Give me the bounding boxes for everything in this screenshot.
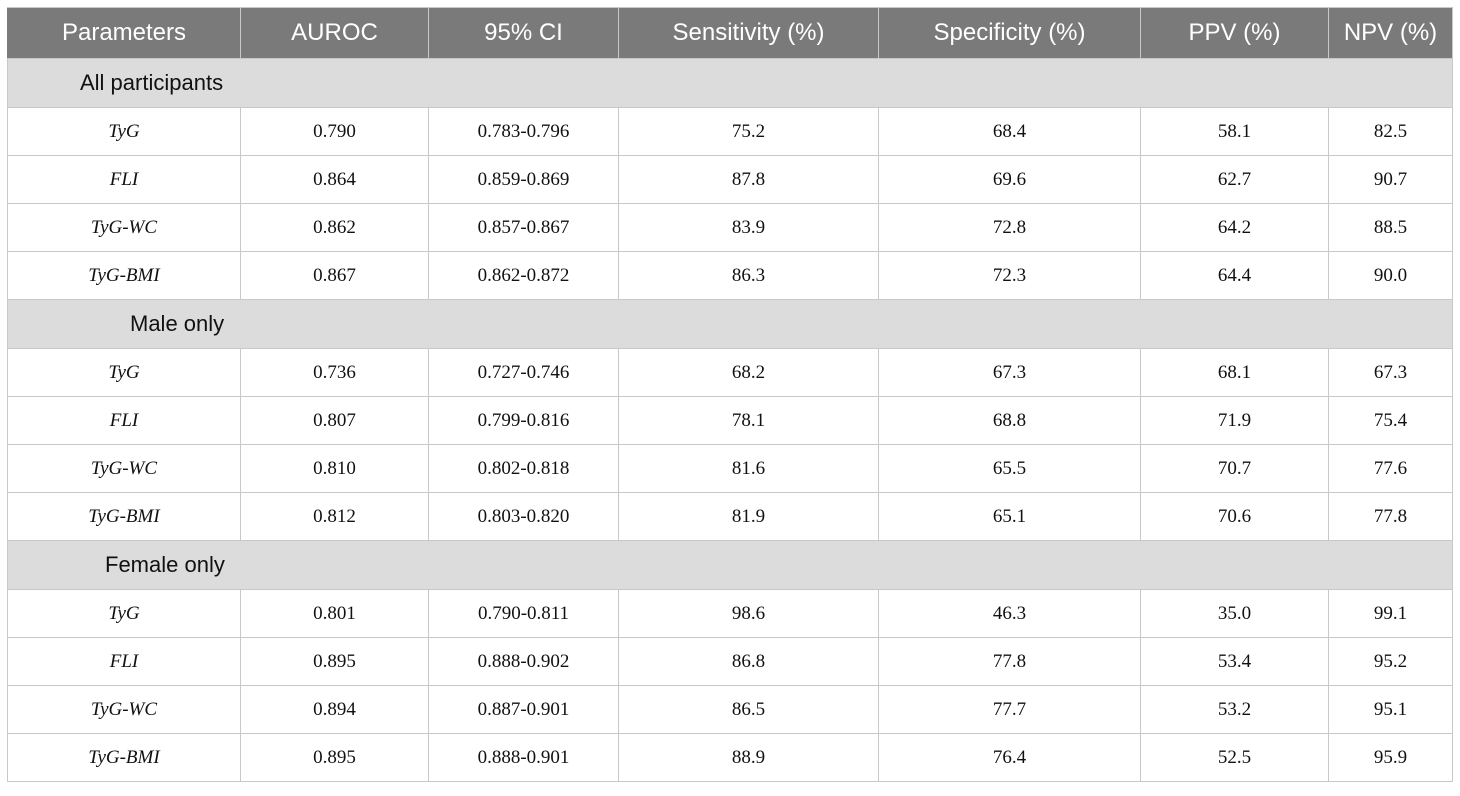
cell-specificity: 46.3 (879, 590, 1141, 638)
cell-parameter: TyG (8, 590, 241, 638)
cell-sensitivity: 86.3 (619, 252, 879, 300)
cell-ppv: 53.2 (1141, 686, 1329, 734)
cell-specificity: 77.7 (879, 686, 1141, 734)
cell-ppv: 71.9 (1141, 397, 1329, 445)
cell-ppv: 62.7 (1141, 156, 1329, 204)
cell-ci: 0.857-0.867 (429, 204, 619, 252)
cell-ppv: 68.1 (1141, 349, 1329, 397)
cell-parameter: TyG-BMI (8, 493, 241, 541)
cell-ppv: 70.7 (1141, 445, 1329, 493)
cell-sensitivity: 88.9 (619, 734, 879, 782)
cell-specificity: 77.8 (879, 638, 1141, 686)
table-row (8, 734, 1453, 782)
cell-npv: 90.0 (1329, 252, 1453, 300)
table-row (8, 445, 1453, 493)
cell-ppv: 52.5 (1141, 734, 1329, 782)
header-auroc: AUROC (241, 8, 429, 59)
header-ci: 95% CI (429, 8, 619, 59)
cell-sensitivity: 86.5 (619, 686, 879, 734)
cell-ci: 0.888-0.901 (429, 734, 619, 782)
cell-ppv: 70.6 (1141, 493, 1329, 541)
table-row (8, 590, 1453, 638)
cell-auroc: 0.812 (241, 493, 429, 541)
cell-npv: 95.2 (1329, 638, 1453, 686)
cell-ci: 0.887-0.901 (429, 686, 619, 734)
cell-sensitivity: 75.2 (619, 108, 879, 156)
header-npv: NPV (%) (1329, 8, 1453, 59)
cell-sensitivity: 81.6 (619, 445, 879, 493)
cell-ci: 0.888-0.902 (429, 638, 619, 686)
cell-parameter: TyG-WC (8, 204, 241, 252)
cell-parameter: TyG (8, 108, 241, 156)
cell-npv: 90.7 (1329, 156, 1453, 204)
table-row (8, 349, 1453, 397)
cell-parameter: FLI (8, 397, 241, 445)
cell-sensitivity: 98.6 (619, 590, 879, 638)
table-row (8, 686, 1453, 734)
cell-ci: 0.803-0.820 (429, 493, 619, 541)
cell-specificity: 65.5 (879, 445, 1141, 493)
header-ppv: PPV (%) (1141, 8, 1329, 59)
cell-auroc: 0.807 (241, 397, 429, 445)
cell-ppv: 35.0 (1141, 590, 1329, 638)
cell-sensitivity: 81.9 (619, 493, 879, 541)
cell-auroc: 0.862 (241, 204, 429, 252)
cell-specificity: 65.1 (879, 493, 1141, 541)
cell-specificity: 68.8 (879, 397, 1141, 445)
cell-parameter: TyG-BMI (8, 734, 241, 782)
cell-ppv: 53.4 (1141, 638, 1329, 686)
cell-ci: 0.802-0.818 (429, 445, 619, 493)
cell-ci: 0.799-0.816 (429, 397, 619, 445)
header-specificity: Specificity (%) (879, 8, 1141, 59)
cell-auroc: 0.867 (241, 252, 429, 300)
table-row (8, 156, 1453, 204)
cell-sensitivity: 86.8 (619, 638, 879, 686)
header-parameters: Parameters (8, 8, 241, 59)
table-row (8, 397, 1453, 445)
cell-specificity: 67.3 (879, 349, 1141, 397)
table-row (8, 108, 1453, 156)
cell-auroc: 0.895 (241, 638, 429, 686)
cell-npv: 88.5 (1329, 204, 1453, 252)
cell-auroc: 0.790 (241, 108, 429, 156)
section-title: Male only (8, 300, 1453, 349)
cell-specificity: 72.3 (879, 252, 1141, 300)
section-row-all-participants (8, 59, 1453, 108)
section-row-female-only (8, 541, 1453, 590)
cell-npv: 99.1 (1329, 590, 1453, 638)
cell-ppv: 58.1 (1141, 108, 1329, 156)
table-row (8, 638, 1453, 686)
cell-auroc: 0.894 (241, 686, 429, 734)
cell-ci: 0.859-0.869 (429, 156, 619, 204)
cell-ppv: 64.4 (1141, 252, 1329, 300)
cell-sensitivity: 83.9 (619, 204, 879, 252)
cell-parameter: FLI (8, 156, 241, 204)
cell-auroc: 0.736 (241, 349, 429, 397)
cell-parameter: TyG-BMI (8, 252, 241, 300)
table-header-row (8, 8, 1453, 59)
cell-npv: 75.4 (1329, 397, 1453, 445)
cell-npv: 67.3 (1329, 349, 1453, 397)
cell-parameter: TyG (8, 349, 241, 397)
table-row (8, 252, 1453, 300)
section-row-male-only (8, 300, 1453, 349)
cell-specificity: 68.4 (879, 108, 1141, 156)
cell-auroc: 0.895 (241, 734, 429, 782)
cell-sensitivity: 87.8 (619, 156, 879, 204)
cell-npv: 77.6 (1329, 445, 1453, 493)
cell-parameter: FLI (8, 638, 241, 686)
cell-parameter: TyG-WC (8, 445, 241, 493)
cell-specificity: 72.8 (879, 204, 1141, 252)
cell-ci: 0.727-0.746 (429, 349, 619, 397)
section-title: Female only (8, 541, 1453, 590)
cell-sensitivity: 78.1 (619, 397, 879, 445)
table-row (8, 204, 1453, 252)
cell-auroc: 0.810 (241, 445, 429, 493)
cell-ci: 0.862-0.872 (429, 252, 619, 300)
table-row (8, 493, 1453, 541)
section-title: All participants (8, 59, 1453, 108)
cell-specificity: 69.6 (879, 156, 1141, 204)
cell-npv: 95.9 (1329, 734, 1453, 782)
cell-auroc: 0.864 (241, 156, 429, 204)
cell-npv: 82.5 (1329, 108, 1453, 156)
cell-ci: 0.783-0.796 (429, 108, 619, 156)
cell-ci: 0.790-0.811 (429, 590, 619, 638)
cell-specificity: 76.4 (879, 734, 1141, 782)
cell-npv: 95.1 (1329, 686, 1453, 734)
results-table (7, 7, 1453, 782)
cell-npv: 77.8 (1329, 493, 1453, 541)
cell-ppv: 64.2 (1141, 204, 1329, 252)
cell-parameter: TyG-WC (8, 686, 241, 734)
cell-sensitivity: 68.2 (619, 349, 879, 397)
header-sensitivity: Sensitivity (%) (619, 8, 879, 59)
cell-auroc: 0.801 (241, 590, 429, 638)
